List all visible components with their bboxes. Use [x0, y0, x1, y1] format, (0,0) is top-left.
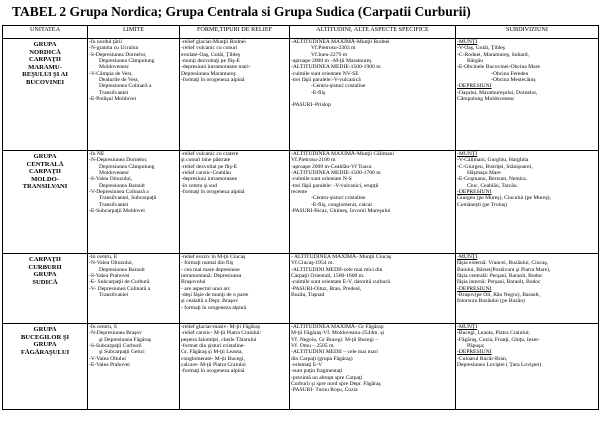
table-row: [3, 324, 599, 410]
cell-line: Întorsura Buzăului (pe Buzău): [457, 298, 525, 305]
cell-line: -N-Depresiunea Braşov: [89, 330, 142, 337]
cell-line: -MUNŢI: [457, 39, 478, 45]
cell-line: -E-Subcarpaţii Moldovei: [89, 208, 145, 215]
cell-line: -V-Călimani, Gurghiu, Harghita: [457, 157, 529, 164]
cell-line: -relief glaciar-Munţii Rodnei: [181, 39, 246, 45]
unit-line: GRUPA: [33, 341, 57, 349]
cell-line: -Făgăraş, Cozia, Frunţi, Ghiţu, Iezer-: [457, 336, 540, 343]
cell-line: -ALTITUDINEA MAXIMĂ- Gr Făgăraş:: [291, 324, 385, 330]
cell-line: -V-Valea Oltului: [89, 355, 126, 362]
forms-cell: [180, 254, 290, 324]
cell-line: Depresiunea Loviştei ( Ţara Loviştei): [457, 362, 542, 369]
cell-line: -sunt puţin fragmentaţi: [291, 368, 343, 375]
cell-line: Vf. Negoiu, Gr Bucegi: M-ţii Bucegi –: [291, 336, 378, 343]
unit-line: FĂGĂRAŞULUI: [20, 348, 70, 356]
unit-line: GRUPA: [33, 41, 57, 48]
cell-line: -depresiuni intramontane mari-: [181, 64, 251, 71]
table-title: TABEL 2 Grupa Nordica; Grupa Centrala si Grupa Sudica (Carpatii Curburii): [12, 4, 471, 19]
unit-line: NORDICĂ: [29, 48, 61, 56]
table-body: [3, 39, 599, 410]
cell-line: -Centru-şisturi cristaline: [311, 195, 366, 202]
header-forms: FORME,TIPURI DE RELIEF: [180, 26, 290, 39]
cell-line: -formaţi în orogeneza alpină: [181, 189, 245, 196]
cell-line: Carpaţii Orientali, 1500-1600 m.: [291, 273, 365, 280]
cell-line: peştera Ialomiţei, cheile Tătarului: [181, 336, 257, 343]
cell-line: -S-Subcarpaţii Curburii: [89, 343, 142, 350]
cell-line: Depresiunea Maramureş: [181, 70, 236, 77]
cell-line: -DEPRESIUNI: [457, 349, 492, 356]
cell-line: -In NE: [89, 151, 105, 157]
cell-line: conglomerate- M-ţii Bucegi,: [181, 355, 245, 362]
cell-line: -S-Valea Oituzului,: [89, 176, 133, 183]
unit-line: SUDICĂ: [32, 278, 58, 286]
cell-line: recente: [291, 189, 308, 196]
cell-line: Câmpulung Moldovenesc: [457, 96, 515, 103]
cell-line: -N-Depresiunea Dornelor,: [89, 157, 148, 164]
cell-line: -prezintă un abrupt spre Carpaţi: [291, 374, 363, 381]
unit-line: TRANSILVANI: [22, 183, 68, 191]
limits-cell: [88, 39, 180, 151]
cell-line: -Obcina Feredeu: [491, 70, 529, 77]
cell-line: -E-Goşmanu, Berzunt, Nemira,: [457, 176, 528, 183]
cell-line: M-ţii Făgăraş-Vf. Moldoveanu-2544m. şi: [291, 330, 385, 337]
cell-line: -În centru, S: [89, 324, 117, 330]
cell-line: fâşia internă: Perşani, Baraolt, Bodoc: [457, 279, 541, 286]
header-unit: UNITATEA: [3, 26, 88, 39]
cell-line: -ALTITUDINEA MEDIE-1500-1700 m: [291, 170, 381, 177]
subdivisions-cell: [456, 151, 599, 254]
forms-cell: [180, 39, 290, 151]
cell-line: -V-Depresiunea Colinară a: [89, 189, 149, 196]
cell-line: Giurgeu (pe Mureş), Ciucului (pe Mureş),: [457, 195, 551, 202]
limits-cell: [88, 324, 180, 410]
cell-line: -DEPRESIUNI: [457, 83, 492, 90]
cell-line: Curburii şi spre nord spre Depr. Făgăraş: [291, 381, 381, 388]
cell-line: -MUNŢI: [457, 324, 478, 330]
cell-line: -ALTITUDINEA MAXIMĂ-Munţii Călimani: [291, 151, 394, 157]
cell-line: -format din şisturi cristaline-: [181, 343, 246, 350]
cell-line: Dealurile de Vest,: [99, 77, 139, 84]
unit-line: MARAMU-: [28, 63, 62, 71]
cell-line: -ALTITUDINI MEDII-cele mai mici din: [291, 266, 383, 273]
limits-cell: [88, 151, 180, 254]
table-row: [3, 39, 599, 151]
cell-line: Transilvaniei, Subcarpaţii: [99, 195, 157, 202]
cell-line: -DEPRESIUNI: [457, 189, 492, 196]
cell-line: -culmile sunt orientate N-S: [291, 176, 352, 183]
cell-line: -relief vulcanic cu cratere: [181, 151, 239, 157]
cell-line: Bârgău: [467, 58, 484, 65]
altitudes-cell: [290, 324, 456, 410]
cell-line: -In nordul ţării: [89, 39, 122, 45]
cell-line: -Oaşului, Maramureşului, Dornelor,: [457, 89, 538, 96]
header-row: [3, 26, 599, 39]
cell-line: -V- Depresiunea Colinară a: [89, 285, 151, 292]
cell-line: -Culoarul Rucăr-Bran,: [457, 355, 508, 362]
cell-line: -S-Valea Prahovei: [89, 273, 130, 280]
cell-line: -MUNŢI: [457, 254, 478, 260]
cell-line: -N-Valea Oituzului,: [89, 260, 134, 267]
cell-line: şi conuri bine păstrate: [181, 157, 231, 164]
cell-line: -V-Câmpia de Vest,: [89, 70, 133, 77]
cell-line: -PASURI-Oituz, Bran, Predeal,: [291, 285, 362, 292]
cell-line: -MUNŢI: [457, 151, 478, 157]
cell-line: -depresiuni intramontane: [181, 176, 238, 183]
cell-line: -relief glaciar-masiv- M-ţii Făgăraş: [181, 324, 260, 330]
forms-cell: [180, 324, 290, 410]
cell-line: -aproape 2000 m-Ceahlău-Vf Toaca: [291, 163, 372, 170]
cell-line: -trei fâşii paralele: -V-vulcanici, erupţii: [291, 182, 379, 189]
unit-line: CARPAŢII: [28, 56, 62, 64]
unit-cell: [3, 324, 88, 410]
cell-line: -Centru-şisturi cristaline: [311, 83, 366, 90]
cell-line: -E-Podişul Moldovei: [89, 96, 137, 103]
cell-line: Baiului, Bârsei(Postăvaru şi Piatra Mare),: [457, 266, 551, 273]
cell-line: -E-Valea Prahovei: [89, 362, 130, 369]
cell-line: Buzău, Tuşnad: [291, 292, 325, 299]
cell-line: -munţi dezvoltaţi pe fliş-E: [181, 58, 240, 65]
cell-line: -Braşov(pe Olt, Râu Negru), Baraolt,: [457, 292, 541, 299]
cell-line: Comăneşti (pe Trotuş): [457, 201, 508, 208]
cell-line: Depresiunea Colinară a: [99, 83, 152, 90]
unit-line: GRUPA: [33, 153, 57, 160]
cell-line: -PASURI-Bicaz, Ghimeş, Izvorul Mureşului: [291, 208, 391, 215]
cell-line: -Obcina Mestecăniş: [491, 77, 536, 84]
cell-line: -C-Rodnei, Maramureş, Suhard,: [457, 51, 529, 58]
cell-line: -C-Giurgeu, Bistriţei, Stânişoarei,: [457, 163, 533, 170]
unit-line: BUCOVINEI: [25, 78, 65, 86]
unit-cell: [3, 151, 88, 254]
cell-line: -E-fliş, conglomerat, calcar: [311, 201, 373, 208]
cell-line: Gr. Făgăraş şi M-ţii Leaota,: [181, 349, 243, 356]
cell-line: Hăşmaşu Mare: [467, 170, 501, 177]
cell-line: -PASURI- Turnu Roşu, Cozia: [291, 387, 358, 394]
cell-line: - formaţi numai din fliş: [181, 260, 234, 267]
cell-line: -DEPRESIUNI: [457, 285, 492, 292]
cell-line: fâşia centrală: Perşani, Baraolt, Bodoc: [457, 273, 543, 280]
cell-line: -culmile sunt orientate NV-SE: [291, 70, 359, 77]
cell-line: -N-granita cu Ucraina: [89, 45, 139, 52]
cell-line: -relief carstic- M-ţii Piatra Craiului:: [181, 330, 262, 337]
unit-line: MOLDO-: [31, 175, 59, 183]
unit-line: CARPAŢII: [28, 256, 62, 263]
cell-line: Vf.Ineu-2279 m: [311, 51, 348, 58]
altitudes-cell: [290, 151, 456, 254]
cell-line: - formaţi în orogeneza alpină: [181, 304, 246, 311]
table-row: [3, 151, 599, 254]
unit-line: GRUPA: [33, 326, 57, 333]
cell-line: - are aspectul unui arc: [181, 285, 231, 292]
cell-line: Transilvaniei: [99, 201, 129, 208]
unit-cell: [3, 254, 88, 324]
unit-cell: [3, 39, 88, 151]
table-row: [3, 254, 599, 324]
cell-line: Transilvaniei: [99, 292, 129, 299]
cell-line: Moldovenesc: [99, 170, 130, 177]
cell-line: -ALTITUDINEA MEDIE-1500-1900 m: [291, 64, 381, 71]
cell-line: Braşovului: [181, 279, 206, 286]
cell-line: din Carpaţi (grupa Făgăraş): [291, 355, 353, 362]
header-altitudes: ALTITUDINI, ALTE ASPECTE SPECIFICE: [290, 26, 456, 39]
subdivisions-cell: [456, 39, 599, 151]
cell-line: -In centru, E: [89, 254, 118, 260]
subdivisions-cell: [456, 324, 599, 410]
cell-line: Vf.Pietrosu-2303 m: [311, 45, 356, 52]
unit-line: BUCEGILOR ŞI: [20, 333, 70, 341]
cell-line: Transilvaniei: [99, 89, 129, 96]
unit-line: CURBURII: [28, 263, 62, 271]
cell-line: -Bucegi, Leaota, Piatra Craiului;: [457, 330, 530, 337]
cell-line: -în centru şi sud: [181, 182, 217, 189]
cell-line: Vf. Omu – 2505 m.: [291, 343, 335, 350]
cell-line: calcare- M-ţii Piatra Craiului: [181, 362, 246, 369]
cell-line: Moldovenesc: [99, 64, 130, 71]
cell-line: şi Depresiunea Făgăraş: [99, 336, 151, 343]
cell-line: -PASURI–Prislop: [291, 102, 331, 109]
cell-line: Păpuşa;: [467, 343, 485, 350]
cell-line: Depresiunea Baraolt: [99, 266, 145, 273]
cell-line: -S-Depresiunea Dornelor,: [89, 51, 147, 58]
cell-line: -V-Oaş, Gutâi, Ţibleş: [457, 45, 505, 52]
cell-line: -relief dezvoltat pe fliş-E: [181, 163, 238, 170]
unit-line: CENTRALĂ: [26, 160, 64, 168]
cell-line: Depresiunea Câmpulung: [99, 163, 155, 170]
cell-line: Vf.Pietrosu-2100 m: [291, 157, 336, 164]
cell-line: -ALTITUDINEA MAXIMĂ-Munţii Rodnei: [291, 39, 390, 45]
cell-line: şi Subcarpaţii Getici: [99, 349, 145, 356]
forms-cell: [180, 151, 290, 254]
cell-line: -formaţi în orogeneza alpină: [181, 77, 245, 84]
cell-line: - ALTITUDINEA MAXIMĂ- Munţii Ciucaş: [291, 254, 392, 260]
cell-line: Vf.Ciucaş-1954 m.: [291, 260, 334, 267]
cell-line: erodate-Oaş, Gutâi, Ţibleş: [181, 51, 241, 58]
cell-line: -formaţi în orogeneza alpină: [181, 368, 245, 375]
cell-line: fâşia externă: Vrancei, Buzăului, Ciucaş,: [457, 260, 549, 267]
unit-line: GRUPA: [33, 271, 57, 279]
subdivisions-cell: [456, 254, 599, 324]
cell-line: -relief carstic-Ceahlău: [181, 170, 231, 177]
relief-table: [2, 25, 599, 410]
cell-line: -E-Obcinele Bucovinei-Obcina Mare: [457, 64, 540, 71]
header-limits: LIMITE: [88, 26, 180, 39]
cell-line: -orientaţi E-V: [291, 362, 323, 369]
altitudes-cell: [290, 39, 456, 151]
unit-line: CARPAŢII: [28, 168, 62, 176]
cell-line: -aproape 2000 m –M-ţii Maramureş: [291, 58, 372, 65]
cell-line: -E- Subcarpaţii de Curbură: [89, 279, 150, 286]
cell-line: şi cealaltă a Depr. Braşov: [181, 298, 239, 305]
cell-line: Ciuc, Ceahlău, Tarcău.: [467, 182, 518, 189]
cell-line: -trei fâşii paralele:-V-vulcanică: [291, 77, 361, 84]
header-subdivisions: SUBDIVIZIUNI: [456, 26, 599, 39]
cell-line: -relief vulcanic cu conuri: [181, 45, 238, 52]
cell-line: -culmile sunt orientate E-V, datorită curburii: [291, 279, 391, 286]
altitudes-cell: [290, 254, 456, 324]
cell-line: - cea mai mare depresiune: [181, 266, 240, 273]
unit-line: REŞULUI ŞI AI: [22, 71, 68, 79]
cell-line: -deşi fâşie de munţi de o parte: [181, 292, 249, 299]
cell-line: Depresiunea Baraolt: [99, 182, 145, 189]
limits-cell: [88, 254, 180, 324]
cell-line: intramontană: Depresiunea: [181, 273, 242, 280]
cell-line: -ALTITUDINI MEDII – cele mai mari: [291, 349, 378, 356]
cell-line: -relief eroziv în M-ţii Ciucaş: [181, 254, 246, 260]
cell-line: Depresiunea Câmpulung: [99, 58, 155, 65]
cell-line: -E-fliş: [311, 89, 326, 96]
